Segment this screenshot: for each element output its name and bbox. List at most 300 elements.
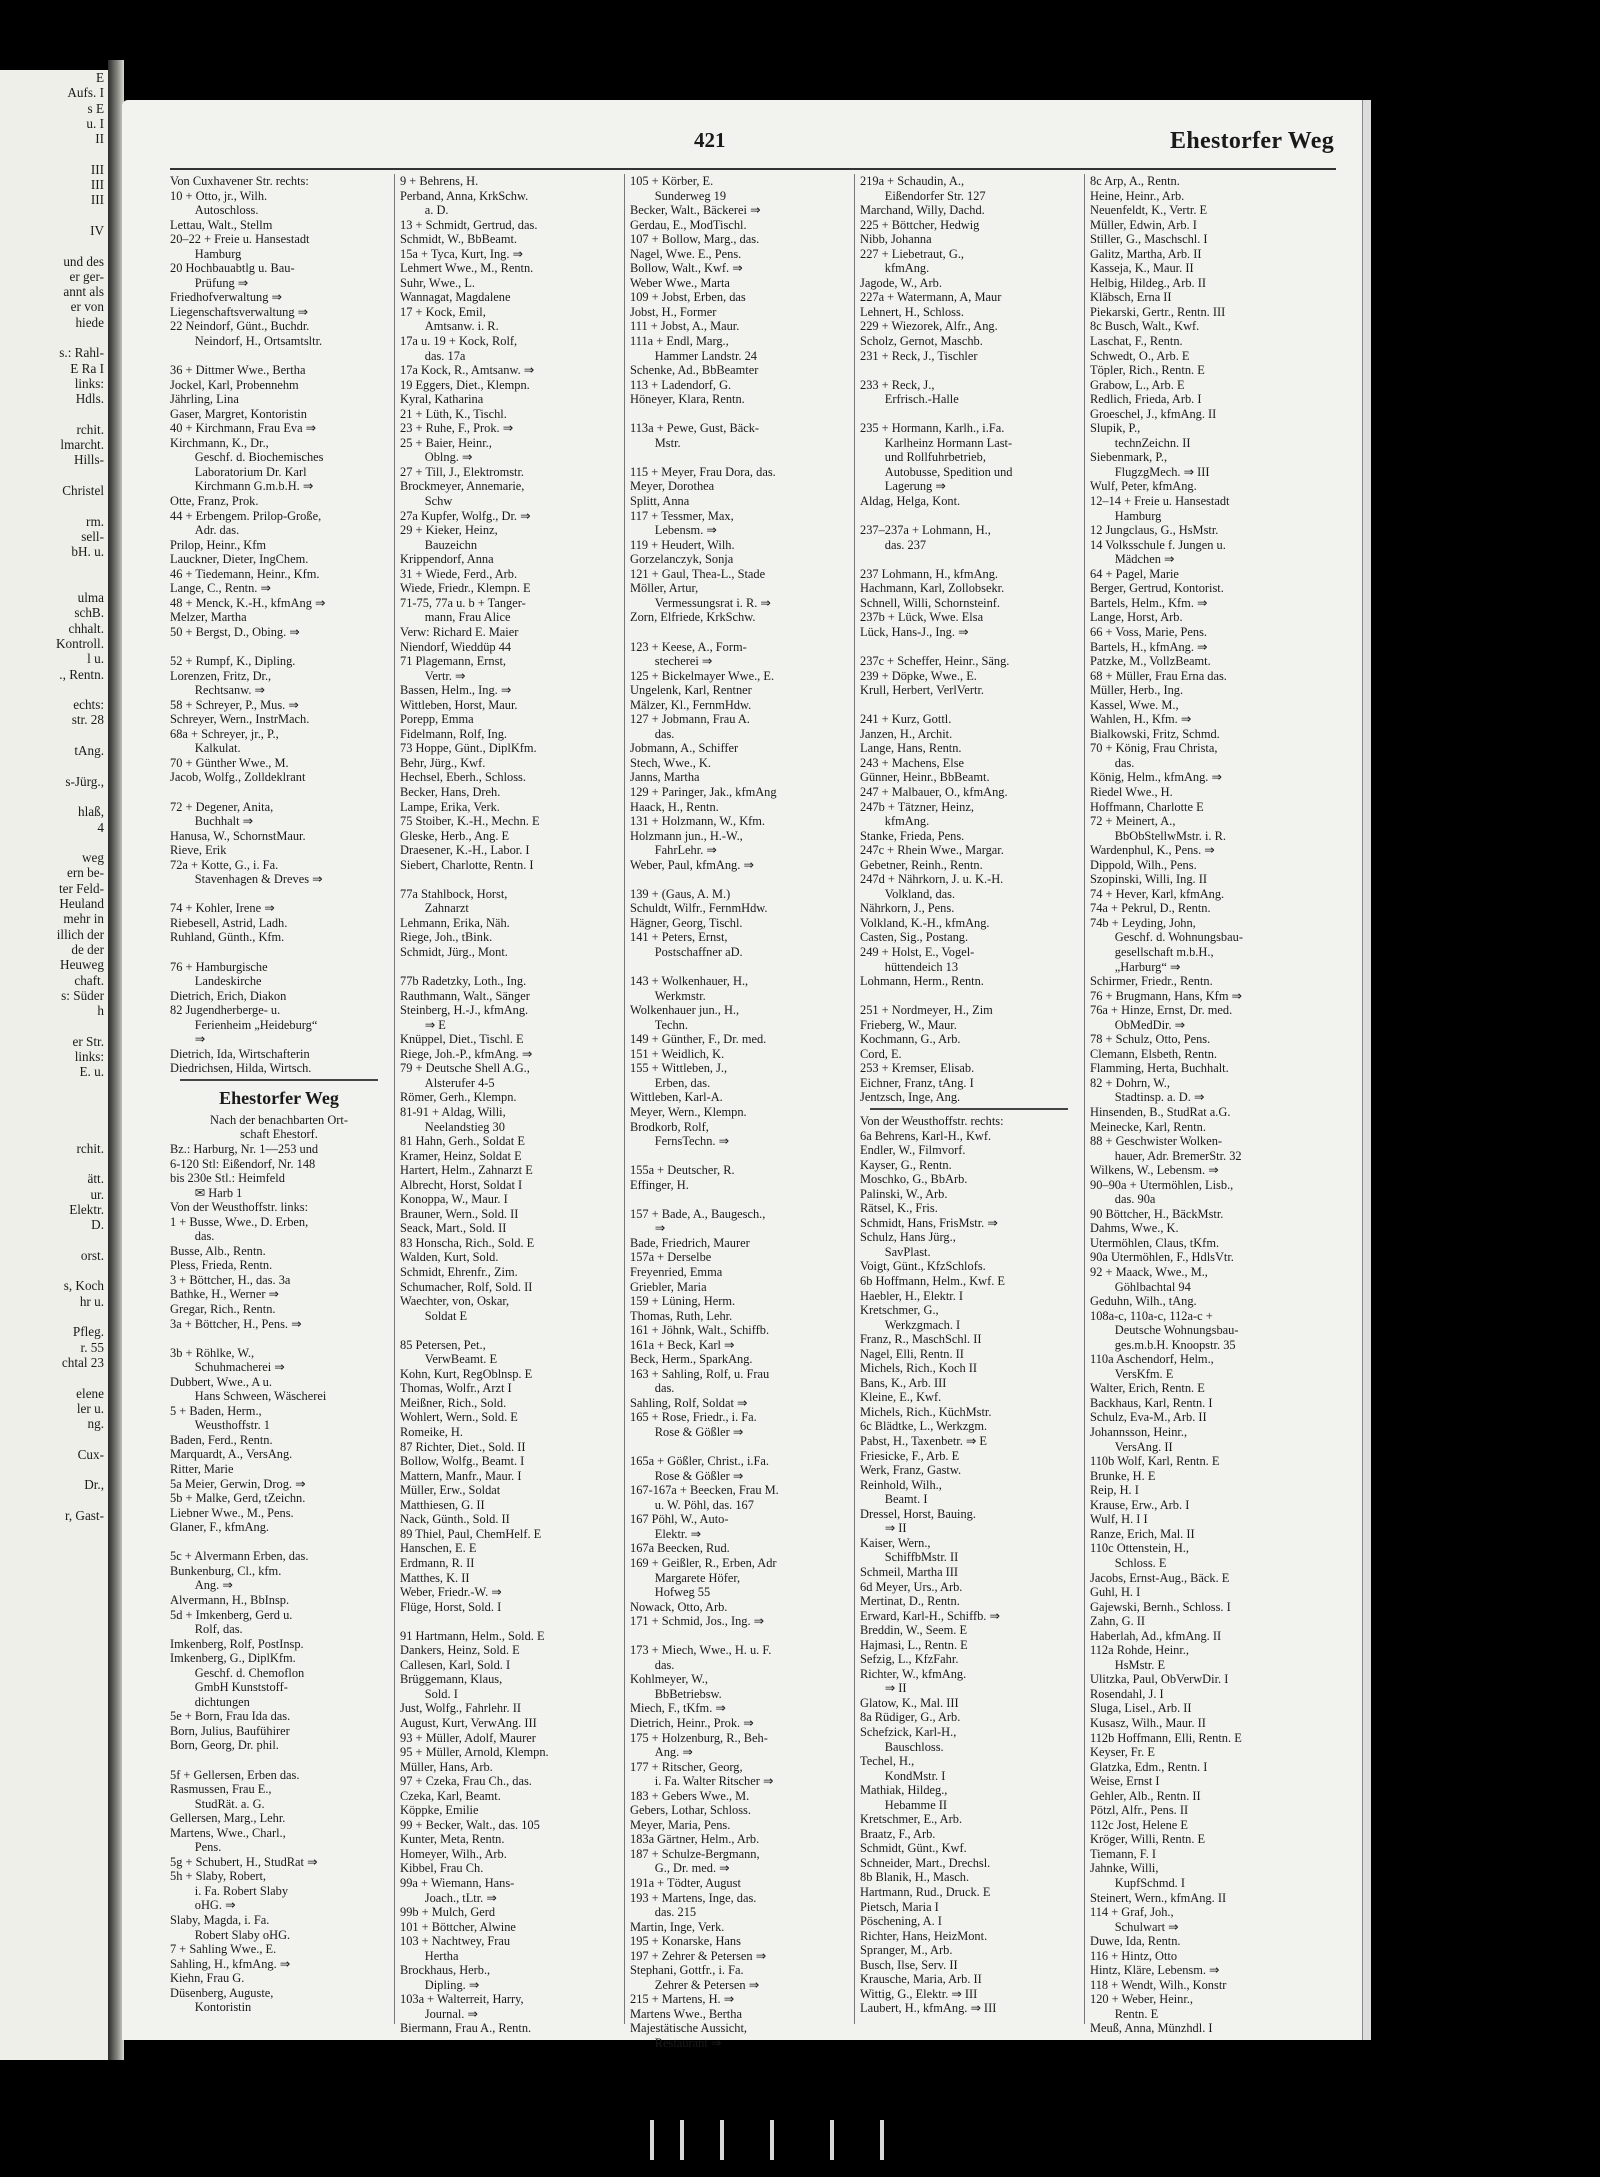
directory-entry-line: Diedrichsen, Hilda, Wirtsch. — [170, 1061, 312, 1076]
directory-entry-line: 90a Utermöhlen, F., HdlsVtr. — [1090, 1250, 1234, 1265]
directory-entry-line: FlugzgMech. ⇒ III — [1090, 464, 1210, 479]
directory-entry-line: 111 + Jobst, A., Maur. — [630, 319, 740, 334]
directory-entry-line — [400, 1323, 618, 1338]
directory-entry-line: 159 + Lüning, Herm. — [630, 1294, 736, 1309]
directory-entry-line: Restaurant ⇒ — [630, 2036, 722, 2050]
directory-entry-line: das. — [1090, 755, 1135, 770]
directory-entry-line: 5 + Baden, Herm., — [170, 1403, 262, 1418]
directory-entry-line: Steinberg, H.-J., kfmAng. — [400, 1003, 529, 1018]
directory-entry-line: König, Helm., kfmAng. ⇒ — [1090, 770, 1222, 785]
directory-entry-line: 239 + Döpke, Wwe., E. — [860, 668, 977, 683]
directory-entry-line: Brodkorb, Rolf, — [630, 1119, 709, 1134]
directory-entry-line: 27 + Till, J., Elektromstr. — [400, 464, 525, 479]
directory-entry-line: Janns, Martha — [630, 770, 700, 785]
directory-entry-line: 5g + Schubert, H., StudRat ⇒ — [170, 1854, 318, 1869]
directory-entry-line: Hamburg — [1090, 508, 1162, 523]
directory-entry-line: Autoschloss. — [170, 203, 259, 218]
directory-entry-line: 219a + Schaudin, A., — [860, 174, 965, 188]
directory-entry-line: Lange, Hans, Rentn. — [860, 741, 962, 756]
directory-entry-line: 227a + Watermann, A, Maur — [860, 290, 1002, 305]
directory-entry-line: Redlich, Frieda, Arb. I — [1090, 392, 1202, 407]
directory-entry-line: Porepp, Emma — [400, 712, 474, 727]
directory-entry-line — [860, 552, 1078, 567]
previous-page-fragment — [0, 407, 108, 422]
directory-entry-line: Pens. — [170, 1840, 222, 1855]
directory-entry-line: Ferienheim „Heideburg“ — [170, 1017, 318, 1032]
directory-entry-line: Marchand, Willy, Dachd. — [860, 203, 985, 218]
directory-entry-line: Alsterufer 4-5 — [400, 1075, 495, 1090]
directory-entry-line: stecherei ⇒ — [630, 654, 713, 669]
previous-page-fragment: E. u. — [79, 1064, 104, 1080]
directory-entry-line — [630, 1629, 848, 1644]
directory-entry-line: das. — [170, 1229, 215, 1244]
directory-entry-line: Eichner, Franz, tAng. I — [860, 1075, 974, 1090]
directory-entry-line: 197 + Zehrer & Petersen ⇒ — [630, 1948, 767, 1963]
directory-entry-line: Reinhold, Wilh., — [860, 1477, 942, 1492]
previous-page-fragment: s.: Rahl- — [59, 345, 104, 361]
previous-page-fragment: ur. — [90, 1186, 104, 1202]
previous-page-fragment: Christel — [62, 483, 104, 499]
directory-entry-line: Mertinat, D., Rentn. — [860, 1594, 960, 1609]
page-edge-right — [1362, 100, 1371, 2040]
directory-entry-line: Deutsche Wohnungsbau- — [1090, 1323, 1239, 1338]
directory-entry-line: 8a Rüdiger, G., Arb. — [860, 1710, 961, 1725]
previous-page-fragment: E — [95, 70, 104, 85]
directory-entry-line: Nibb, Johanna — [860, 232, 932, 247]
directory-entry-line: Dressel, Horst, Bauing. — [860, 1506, 976, 1521]
directory-entry-line: Nagel, Elli, Rentn. II — [860, 1346, 964, 1361]
directory-entry-line: Gerdau, E., ModTischl. — [630, 217, 747, 232]
directory-entry-line: Hans Schween, Wäscherei — [170, 1389, 327, 1404]
directory-entry-line: Lange, C., Rentn. ⇒ — [170, 581, 271, 596]
directory-entry-line: 110c Ottenstein, H., — [1090, 1541, 1189, 1556]
directory-entry-line: Stiller, G., Maschschl. I — [1090, 232, 1208, 247]
directory-entry-line: Prüfung ⇒ — [170, 275, 249, 290]
directory-entry-line: Kirchmann G.m.b.H. ⇒ — [170, 479, 314, 494]
previous-page-fragment: ter Feld- — [58, 880, 104, 896]
directory-entry-line: Kalkulat. — [170, 741, 241, 756]
directory-entry-line: Michels, Rich., KüchMstr. — [860, 1404, 992, 1419]
directory-entry-line: Gorzelanczyk, Sonja — [630, 552, 734, 567]
directory-entry-line — [170, 945, 388, 960]
directory-entry-line: Sahling, H., kfmAng. ⇒ — [170, 1956, 291, 1971]
directory-entry-line: 161 + Jöhnk, Walt., Schiffb. — [630, 1323, 770, 1338]
directory-entry-line: Griebler, Maria — [630, 1279, 707, 1294]
directory-entry-line: Wahlen, H., Kfm. ⇒ — [1090, 712, 1192, 727]
directory-entry-line: Techel, H., — [860, 1754, 915, 1769]
directory-entry-line: Zahnarzt — [400, 901, 469, 916]
directory-entry-line: Beamt. I — [860, 1492, 928, 1507]
directory-entry-line: 131 + Holzmann, W., Kfm. — [630, 814, 766, 829]
directory-entry-line: Günner, Heinr., BbBeamt. — [860, 770, 990, 785]
directory-entry-line: Wittleben, Horst, Maur. — [400, 697, 518, 712]
directory-entry-line: Nack, Günth., Sold. II — [400, 1512, 510, 1527]
directory-entry-line: 20 Hochbauabtlg u. Bau- — [170, 261, 295, 276]
directory-entry-line: „Harburg“ ⇒ — [1090, 959, 1181, 974]
directory-entry-line: Schmidt, W., BbBeamt. — [400, 232, 518, 247]
directory-entry-line: Czeka, Karl, Beamt. — [400, 1788, 501, 1803]
directory-entry-line: Hofweg 55 — [630, 1585, 711, 1600]
directory-entry-line: Becker, Hans, Dreh. — [400, 784, 501, 799]
directory-entry-line: FernsTechn. ⇒ — [630, 1134, 729, 1149]
directory-entry-line: 27a Kupfer, Wolfg., Dr. ⇒ — [400, 508, 531, 523]
directory-entry-line: Riege, Joh., tBink. — [400, 930, 493, 945]
column-1 — [170, 174, 388, 2024]
directory-entry-line — [630, 625, 848, 640]
directory-entry-line: Hertha — [400, 1948, 459, 1963]
directory-entry-line: Dietrich, Heinr., Prok. ⇒ — [630, 1715, 754, 1730]
directory-entry-line: Walden, Kurt, Sold. — [400, 1250, 499, 1265]
directory-entry-line: Slaby, Magda, i. Fa. — [170, 1912, 270, 1927]
directory-entry-line: Göhlbachtal 94 — [1090, 1279, 1191, 1294]
directory-entry-line: 12 Jungclaus, G., HsMstr. — [1090, 523, 1219, 538]
previous-page-fragment — [0, 1462, 108, 1477]
directory-entry-line: 116 + Hintz, Otto — [1090, 1948, 1178, 1963]
directory-entry-line: Fidelmann, Rolf, Ing. — [400, 726, 508, 741]
directory-entry-line: ObMedDir. ⇒ — [1090, 1017, 1186, 1032]
directory-entry-line: 82 Jugendherberge- u. — [170, 1003, 281, 1018]
previous-page-fragment: ., Rentn. — [59, 666, 104, 682]
directory-entry-line: Bialkowski, Fritz, Schmd. — [1090, 726, 1220, 741]
directory-entry-line: VersKfm. E — [1090, 1366, 1174, 1381]
directory-entry-line: Hartmann, Rud., Druck. E — [860, 1884, 991, 1899]
directory-entry-line: 237c + Scheffer, Heinr., Säng. — [860, 654, 1010, 669]
directory-entry-line: 237b + Lück, Wwe. Elsa — [860, 610, 984, 625]
directory-entry-line: 23 + Ruhe, F., Prok. ⇒ — [400, 421, 514, 436]
directory-entry-line: 247 + Malbauer, O., kfmAng. — [860, 784, 1008, 799]
directory-entry-line: Frieberg, W., Maur. — [860, 1017, 957, 1032]
previous-page-fragment: ern be- — [67, 865, 104, 881]
directory-entry-line: Lehnert, H., Schloss. — [860, 304, 964, 319]
directory-entry-line: Hoffmann, Charlotte E — [1090, 799, 1204, 814]
directory-entry-line: 17 + Kock, Emil, — [400, 304, 486, 319]
running-head: Ehestorfer Weg — [1170, 128, 1334, 154]
directory-entry-line: technZeichn. II — [1090, 435, 1191, 450]
directory-entry-line: 103a + Walterreit, Harry, — [400, 1992, 524, 2007]
directory-entry-line: Hammer Landstr. 24 — [630, 348, 757, 363]
previous-page-fragment: hlaß, — [77, 804, 104, 820]
directory-entry-line: 75 Stoiber, K.-H., Mechn. E — [400, 814, 540, 829]
directory-entry-line: Rieve, Erik — [170, 843, 227, 858]
directory-entry-line: Möller, Artur, — [630, 581, 699, 596]
directory-entry-line: Schulz, Eva-M., Arb. II — [1090, 1410, 1207, 1425]
directory-entry-line: Gajewski, Bernh., Schloss. I — [1090, 1599, 1231, 1614]
directory-entry-line: Landeskirche — [170, 974, 262, 989]
directory-entry-line: 247c + Rhein Wwe., Margar. — [860, 843, 1004, 858]
directory-entry-line: Glatow, K., Mal. III — [860, 1695, 959, 1710]
directory-entry-line: Keyser, Fr. E — [1090, 1745, 1155, 1760]
directory-entry-line: Meuß, Anna, Münzhdl. I — [1090, 2021, 1213, 2036]
previous-page-fragment: ulma — [77, 590, 104, 606]
directory-entry-line: Stavenhagen & Dreves ⇒ — [170, 872, 323, 887]
directory-entry-line: 227 + Liebetraut, G., — [860, 246, 965, 261]
directory-entry-line: Kyral, Katharina — [400, 392, 484, 407]
directory-entry-line: 155a + Deutscher, R. — [630, 1163, 735, 1178]
directory-entry-line: Buchhalt ⇒ — [170, 814, 253, 829]
directory-entry-line: Meißner, Rich., Sold. — [400, 1395, 507, 1410]
directory-entry-line: Dietrich, Ida, Wirtschafterin — [170, 1046, 310, 1061]
directory-entry-line: Steinert, Wern., kfmAng. II — [1090, 1890, 1227, 1905]
directory-entry-line: Schuldt, Wilfr., FernmHdw. — [630, 901, 768, 916]
directory-entry-line: Mattern, Manfr., Maur. I — [400, 1468, 522, 1483]
directory-entry-line: Konoppa, W., Maur. I — [400, 1192, 508, 1207]
directory-entry-line: 143 + Wolkenhauer, H., — [630, 974, 749, 989]
directory-entry-line: SavPlast. — [860, 1244, 931, 1259]
directory-entry-line: Schneider, Mart., Drechsl. — [860, 1855, 991, 1870]
directory-entry-line: G., Dr. med. ⇒ — [630, 1861, 730, 1876]
directory-entry-line — [630, 872, 848, 887]
directory-entry-line — [630, 1149, 848, 1164]
directory-entry-line: Pöschening, A. I — [860, 1914, 942, 1929]
directory-entry-line: 120 + Weber, Heinr., — [1090, 1992, 1193, 2007]
directory-entry-line: 119 + Heudert, Wilh. — [630, 537, 735, 552]
directory-entry-line: Schwedt, O., Arb. E — [1090, 348, 1190, 363]
directory-entry-line: 123 + Keese, A., Form- — [630, 639, 747, 654]
directory-entry-line: 175 + Holzenburg, R., Beh- — [630, 1730, 768, 1745]
directory-entry-line: Prilop, Heinr., Kfm — [170, 537, 267, 552]
directory-entry-line: Wannagat, Magdalene — [400, 290, 511, 305]
directory-entry-line: 68a + Schreyer, jr., P., — [170, 726, 279, 741]
directory-entry-line: 121 + Gaul, Thea-L., Stade — [630, 566, 766, 581]
directory-entry-line: 85 Petersen, Pet., — [400, 1337, 486, 1352]
directory-entry-line: Brüggemann, Klaus, — [400, 1672, 503, 1687]
previous-page-fragment — [0, 758, 108, 773]
previous-page-fragment — [0, 1125, 108, 1140]
directory-entry-line: HsMstr. E — [1090, 1657, 1166, 1672]
directory-entry-line: Karlheinz Hormann Last- — [860, 435, 1013, 450]
page-header — [122, 128, 1362, 164]
directory-entry-line: 15a + Tyca, Kurt, Ing. ⇒ — [400, 246, 523, 261]
directory-entry-line: 117 + Tessmer, Max, — [630, 508, 734, 523]
directory-entry-line: 167-167a + Beecken, Frau M. — [630, 1483, 779, 1498]
directory-entry-line: Aldag, Helga, Kont. — [860, 494, 961, 509]
directory-entry-line: Krippendorf, Anna — [400, 552, 494, 567]
directory-entry-line: 129 + Paringer, Jak., kfmAng — [630, 784, 777, 799]
directory-entry-line: 169 + Geißler, R., Erben, Adr — [630, 1555, 777, 1570]
previous-page-fragment: mehr in — [63, 911, 104, 927]
column-4 — [860, 174, 1078, 2024]
directory-entry-line: Techn. — [630, 1017, 688, 1032]
directory-entry-line: Krausche, Maria, Arb. II — [860, 1972, 982, 1987]
directory-entry-line: 5f + Gellersen, Erben das. — [170, 1767, 300, 1782]
directory-entry-line: Schmeil, Martha III — [860, 1564, 959, 1579]
previous-page-fragment: ätt. — [87, 1171, 104, 1187]
previous-page-fragment: links: — [74, 375, 104, 391]
directory-entry-line: Schulwart ⇒ — [1090, 1919, 1179, 1934]
directory-entry-line: Voigt, Günt., KfzSchlofs. — [860, 1259, 986, 1274]
directory-entry-line: Sefzig, L., KfzFahr. — [860, 1652, 959, 1667]
directory-entry-line: Stadtinsp. a. D. ⇒ — [1090, 1090, 1205, 1105]
directory-entry-line: mann, Frau Alice — [400, 610, 511, 625]
directory-entry-line: Ang. ⇒ — [170, 1578, 233, 1593]
directory-entry-line: Krull, Herbert, VerlVertr. — [860, 683, 984, 698]
directory-entry-line: ⇒ — [170, 1032, 206, 1047]
directory-entry-line: 157 + Bade, A., Baugesch., — [630, 1206, 766, 1221]
column-3 — [630, 174, 848, 2050]
previous-page-fragment: orst. — [80, 1247, 104, 1263]
directory-entry-line: Geschf. d. Wohnungsbau- — [1090, 930, 1243, 945]
directory-entry-line: 247d + Nährkorn, J. u. K.-H. — [860, 872, 1004, 887]
directory-entry-line: 3b + Röhlke, W., — [170, 1345, 255, 1360]
directory-entry-line: 44 + Erbengem. Prilop-Große, — [170, 508, 322, 523]
previous-page-fragment: s, Koch — [63, 1278, 104, 1294]
directory-entry-line: Helbig, Hildeg., Arb. II — [1090, 275, 1206, 290]
directory-entry-line: Piekarski, Gertr., Rentn. III — [1090, 304, 1226, 319]
directory-entry-line: Verw: Richard E. Maier — [400, 624, 519, 639]
directory-entry-line: i. Fa. Walter Ritscher ⇒ — [630, 1774, 774, 1789]
directory-entry-line: Tiemann, F. I — [1090, 1846, 1157, 1861]
directory-entry-line — [170, 1753, 388, 1768]
directory-entry-line: SchiffbMstr. II — [860, 1550, 959, 1565]
directory-entry-line: Kassel, Wwe. M., — [1090, 697, 1179, 712]
directory-entry-line: Spranger, M., Arb. — [860, 1943, 953, 1958]
directory-entry-line: Kontoristin — [170, 2000, 252, 2015]
directory-entry-line: 92 + Maack, Wwe., M., — [1090, 1265, 1208, 1280]
directory-entry-line: Geschf. d. Biochemisches — [170, 450, 324, 465]
directory-entry-line: Effinger, H. — [630, 1177, 689, 1192]
directory-entry-line: das. 90a — [1090, 1192, 1156, 1207]
directory-entry-line: 225 + Böttcher, Hedwig — [860, 217, 980, 232]
directory-entry-line: 71-75, 77a u. b + Tanger- — [400, 595, 526, 610]
directory-entry-line: 3 + Böttcher, H., das. 3a — [170, 1272, 291, 1287]
directory-entry-line: Vertr. ⇒ — [400, 668, 466, 683]
directory-entry-line: Von der Weusthoffstr. rechts: — [860, 1114, 1004, 1128]
directory-entry-line: Krause, Erw., Arb. I — [1090, 1497, 1190, 1512]
directory-entry-line: Mädchen ⇒ — [1090, 552, 1175, 567]
directory-entry-line: 46 + Tiedemann, Heinr., Kfm. — [170, 566, 320, 581]
directory-entry-line: Töpler, Rich., Rentn. E — [1090, 363, 1205, 378]
directory-entry-line: Homeyer, Wilh., Arb. — [400, 1846, 507, 1861]
previous-page-fragment: II — [95, 131, 104, 147]
previous-page-fragment — [0, 1110, 108, 1125]
previous-page-fragment — [0, 1233, 108, 1248]
directory-entry-line — [630, 1440, 848, 1455]
directory-entry-line: Rentn. E — [1090, 2006, 1159, 2021]
directory-entry-line: Bartels, Helm., Kfm. ⇒ — [1090, 595, 1208, 610]
directory-entry-line: 149 + Günther, F., Dr. med. — [630, 1032, 767, 1047]
directory-entry-line: 183a Gärtner, Helm., Arb. — [630, 1832, 760, 1847]
directory-entry-line: 163 + Sahling, Rolf, u. Frau — [630, 1366, 770, 1381]
directory-entry-line: Kirchmann, K., Dr., — [170, 435, 269, 450]
directory-entry-line: Perband, Anna, KrkSchw. — [400, 188, 529, 203]
directory-entry-line: Schmidt, Jürg., Mont. — [400, 944, 508, 959]
previous-page-fragment: illich der — [56, 926, 104, 942]
directory-entry-line: gesellschaft m.b.H., — [1090, 944, 1214, 959]
directory-entry-line: 167 Pöhl, W., Auto- — [630, 1512, 729, 1527]
directory-entry-line: Neindorf, H., Ortsamtsltr. — [170, 334, 323, 349]
directory-entry-line: oHG. ⇒ — [170, 1898, 236, 1913]
directory-entry-line: i. Fa. Robert Slaby — [170, 1883, 289, 1898]
directory-entry-line: Richter, Hans, HeizMont. — [860, 1928, 988, 1943]
previous-page-fragment: ler u. — [76, 1400, 104, 1416]
directory-entry-line: Miech, F., tKfm. ⇒ — [630, 1701, 726, 1716]
previous-page-fragment — [0, 1493, 108, 1508]
directory-entry-line: 50 + Bergst, D., Obing. ⇒ — [170, 624, 300, 639]
directory-entry-line: Braatz, F., Arb. — [860, 1826, 936, 1841]
directory-entry-line: ⇒ — [630, 1221, 666, 1236]
directory-entry-line: Kusasz, Wilh., Maur. II — [1090, 1715, 1206, 1730]
directory-entry-line: Breddin, W., Seem. E — [860, 1623, 968, 1638]
directory-entry-line: Brunke, H. E — [1090, 1468, 1156, 1483]
directory-entry-line — [170, 349, 388, 364]
previous-page-fragment: er von — [70, 299, 104, 315]
directory-entry-line — [860, 989, 1078, 1004]
directory-entry-line: VerwBeamt. E — [400, 1352, 498, 1367]
previous-page-fragment: III — [90, 192, 104, 208]
previous-page-fragment: links: — [74, 1049, 104, 1064]
directory-entry-line: 76 + Hamburgische — [170, 959, 268, 974]
directory-entry-line: Waechter, von, Oskar, — [400, 1294, 510, 1309]
directory-entry-line: Werkmstr. — [630, 988, 706, 1003]
directory-entry-line: 5a Meier, Gerwin, Drog. ⇒ — [170, 1476, 306, 1491]
directory-entry-line: Jagode, W., Arb. — [860, 275, 942, 290]
previous-page-fragment: s E — [87, 100, 104, 116]
directory-entry-line: 68 + Müller, Frau Erna das. — [1090, 668, 1227, 683]
directory-entry-line: 249 + Holst, E., Vogel- — [860, 944, 975, 959]
directory-entry-line: Michels, Rich., Koch II — [860, 1361, 977, 1376]
directory-entry-line: Lebensm. ⇒ — [630, 523, 717, 538]
directory-entry-line: Sunderweg 19 — [630, 188, 727, 203]
directory-entry-line: Mälzer, Kl., FernmHdw. — [630, 697, 752, 712]
directory-entry-line: 125 + Bickelmayer Wwe., E. — [630, 668, 775, 683]
directory-entry-line: Ulitzka, Paul, ObVerwDir. I — [1090, 1672, 1229, 1687]
directory-entry-line — [860, 363, 1078, 378]
directory-entry-line: Cord, E. — [860, 1046, 902, 1061]
column-5 — [1090, 174, 1308, 2036]
directory-entry-line: das. — [630, 1657, 675, 1672]
directory-entry-line: Alvermann, H., BbInsp. — [170, 1592, 290, 1607]
directory-entry-line: Siebert, Charlotte, Rentn. I — [400, 857, 534, 872]
directory-entry-line: 112a Rohde, Heinr., — [1090, 1643, 1189, 1658]
directory-entry-line: 6d Meyer, Urs., Arb. — [860, 1579, 963, 1594]
column-divider — [624, 174, 625, 2024]
previous-page-fragment — [0, 1156, 108, 1171]
directory-entry-line: Rolf, das. — [170, 1622, 243, 1637]
directory-entry-line: Bunkenburg, Cl., kfm. — [170, 1563, 282, 1578]
directory-entry-line: ✉ Harb 1 — [170, 1185, 243, 1200]
directory-entry-line: Bade, Friedrich, Maurer — [630, 1235, 750, 1250]
directory-entry-line: Erdmann, R. II — [400, 1555, 475, 1570]
previous-page-fragment: annt als — [63, 284, 104, 300]
directory-entry-line: Kröger, Willi, Rentn. E — [1090, 1832, 1206, 1847]
directory-entry-line: 78 + Schulz, Otto, Pens. — [1090, 1032, 1211, 1047]
directory-entry-line: Casten, Sig., Postang. — [860, 930, 969, 945]
previous-page-fragment: r. 55 — [80, 1339, 104, 1355]
directory-entry-line: Eißendorfer Str. 127 — [860, 188, 986, 203]
previous-page-fragment: hr u. — [79, 1293, 104, 1309]
directory-entry-line: Wiede, Friedr., Klempn. E — [400, 581, 531, 596]
directory-entry-line: VersAng. II — [1090, 1439, 1173, 1454]
directory-entry-line: Schmidt, Ehrenfr., Zim. — [400, 1265, 518, 1280]
directory-entry-line: Freyenried, Emma — [630, 1265, 723, 1280]
directory-entry-line: Hägner, Georg, Tischl. — [630, 915, 743, 930]
directory-entry-line: 113a + Pewe, Gust, Bäck- — [630, 421, 760, 436]
directory-entry-line: Nährkorn, J., Pens. — [860, 901, 955, 916]
directory-entry-line: 7 + Sahling Wwe., E. — [170, 1942, 277, 1957]
directory-entry-line — [170, 785, 388, 800]
directory-entry-line: 165 + Rose, Friedr., i. Fa. — [630, 1410, 757, 1425]
directory-entry-line: Bollow, Wolfg., Beamt. I — [400, 1454, 525, 1469]
directory-entry-line: 5h + Slaby, Robert, — [170, 1869, 267, 1884]
directory-entry-line: 36 + Dittmer Wwe., Bertha — [170, 363, 306, 378]
previous-page-fragment: s: Süder — [61, 987, 104, 1003]
directory-entry-line: Journal. ⇒ — [400, 2006, 478, 2021]
directory-entry-line: Scholz, Gernot, Maschb. — [860, 334, 983, 349]
directory-entry-line: 241 + Kurz, Gottl. — [860, 712, 952, 727]
directory-entry-line: 48 + Menck, K.-H., kfmAng ⇒ — [170, 595, 326, 610]
directory-entry-line: 195 + Konarske, Hans — [630, 1934, 741, 1949]
directory-entry-line: 81-91 + Aldag, Willi, — [400, 1105, 506, 1119]
